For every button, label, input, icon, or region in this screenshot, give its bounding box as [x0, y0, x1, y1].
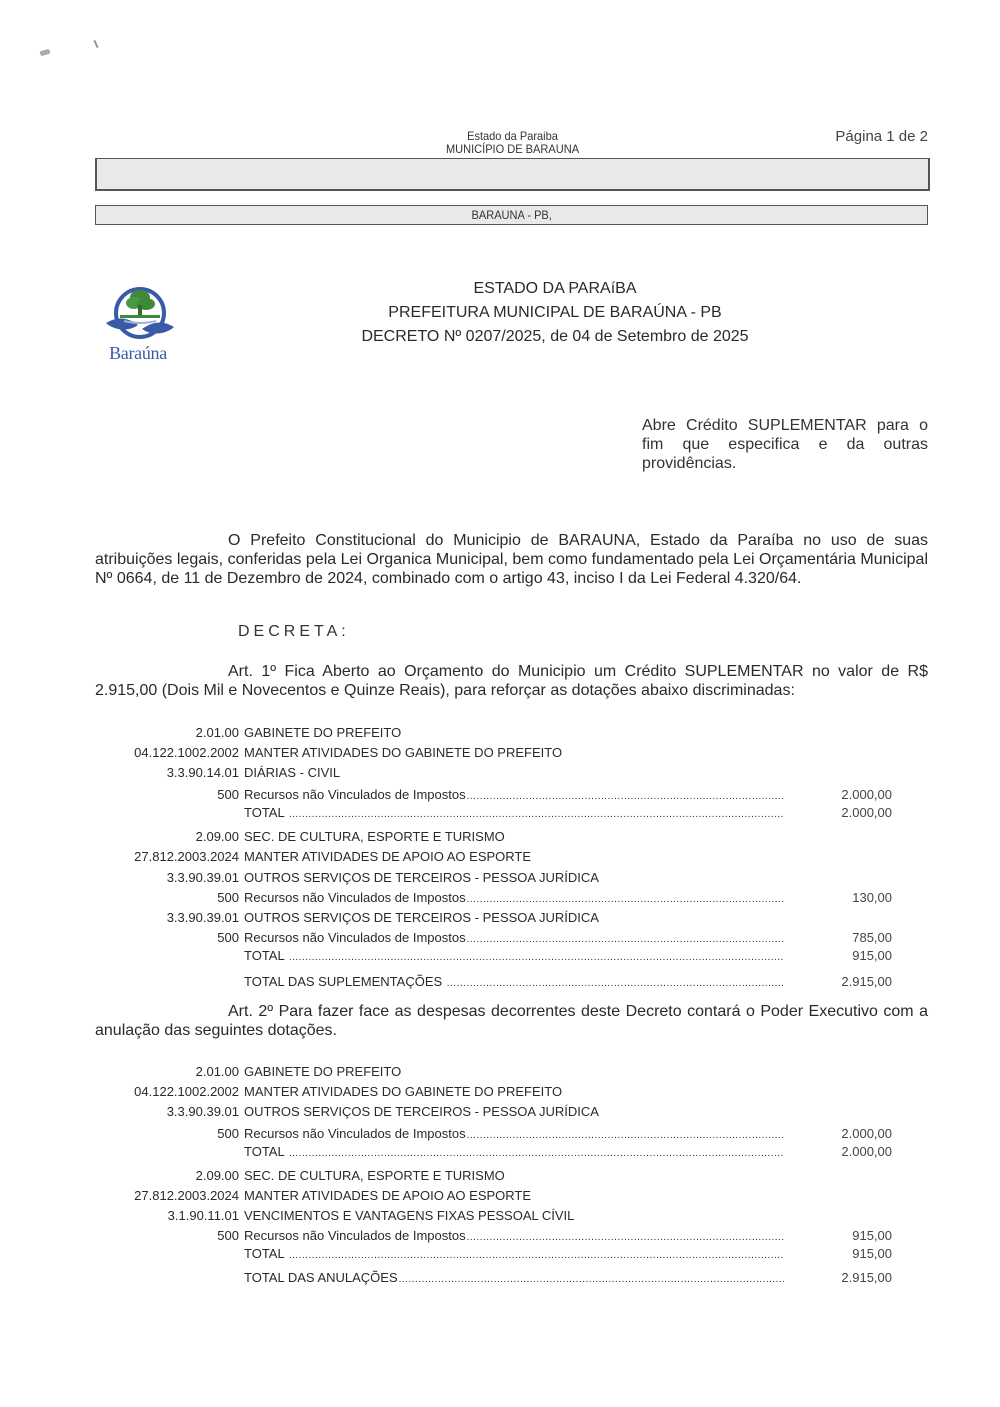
table-row [95, 848, 895, 866]
budget-description: Recursos não Vinculados de Impostos [244, 930, 466, 945]
table-row [95, 947, 895, 965]
budget-description-with-leader [244, 1245, 784, 1265]
budget-description: OUTROS SERVIÇOS DE TERCEIROS - PESSOA JURÍDICA [244, 1104, 599, 1119]
preamble-text: O Prefeito Constitucional do Municipio de BARAUNA, Estado da Paraíba no uso de suas atribuições legais, conferidas pela Lei Organica Municipal, bem como fundamentado pela Lei Orçamentária Municipal Nº 0664, de 11 de Dezembro de 2024, combinado com o artigo 43, inciso I da Lei Federal 4.320/64. [95, 532, 928, 587]
table-row [95, 1207, 895, 1225]
budget-code: 500 [217, 1228, 239, 1243]
title-prefeitura: PREFEITURA MUNICIPAL DE BARAÚNA - PB [388, 304, 722, 321]
budget-code: 500 [217, 890, 239, 905]
table-row [95, 804, 895, 822]
budget-description: GABINETE DO PREFEITO [244, 1064, 402, 1079]
budget-description: Recursos não Vinculados de Impostos [244, 1126, 466, 1141]
header-state: Estado da Paraiba [467, 129, 558, 143]
article-1-text: Art. 1º Fica Aberto ao Orçamento do Municipio um Crédito SUPLEMENTAR no valor de R$ 2.915,00 (Dois Mil e Novecentos e Quinze Reais), para reforçar as dotações abaixo discriminadas: [95, 663, 928, 699]
budget-value: 130,00 [852, 890, 892, 905]
table-row [95, 1167, 895, 1185]
table-row [95, 1083, 895, 1101]
table-row [95, 889, 895, 907]
budget-description: MANTER ATIVIDADES DO GABINETE DO PREFEITO [244, 745, 563, 760]
budget-description: MANTER ATIVIDADES DO GABINETE DO PREFEITO [244, 1084, 563, 1099]
page-indicator: Página 1 de 2 [835, 128, 928, 145]
budget-description: Recursos não Vinculados de Impostos [244, 1228, 466, 1243]
budget-code: 2.09.00 [195, 1168, 239, 1183]
system-header [128, 130, 896, 156]
header-municipality: MUNICÍPIO DE BARAUNA [445, 142, 580, 156]
table-row [95, 973, 895, 991]
budget-code: 3.1.90.11.01 [167, 1208, 239, 1223]
budget-description: TOTAL DAS ANULAÇÕES [244, 1270, 398, 1285]
budget-description-with-leader [244, 804, 784, 824]
title-state: ESTADO DA PARAíBA [473, 280, 637, 297]
budget-description: MANTER ATIVIDADES DE APOIO AO ESPORTE [244, 1188, 532, 1203]
budget-description-with-leader [244, 1143, 784, 1163]
budget-code: 04.122.1002.2002 [134, 745, 239, 760]
budget-code: 500 [217, 1126, 239, 1141]
budget-code: 3.3.90.39.01 [166, 870, 239, 885]
table-row [95, 724, 895, 742]
budget-description-with-leader [244, 973, 784, 993]
location-text: BARAUNA - PB, [471, 208, 552, 222]
budget-value: 915,00 [852, 1246, 892, 1261]
budget-description: Recursos não Vinculados de Impostos [244, 890, 466, 905]
budget-description: OUTROS SERVIÇOS DE TERCEIROS - PESSOA JURÍDICA [244, 910, 599, 925]
table-row [95, 744, 895, 762]
budget-code: 27.812.2003.2024 [134, 1188, 239, 1203]
preamble-paragraph [95, 531, 928, 588]
table-row [95, 1187, 895, 1205]
article-2-text: Art. 2º Para fazer face as despesas decorrentes deste Decreto contará o Poder Executivo com a anulação das seguintes dotações. [95, 1003, 928, 1039]
table-row [95, 909, 895, 927]
budget-description: MANTER ATIVIDADES DE APOIO AO ESPORTE [244, 849, 532, 864]
article-2 [95, 1002, 928, 1040]
header-location-bar [95, 205, 928, 225]
logo-emblem-icon [100, 283, 180, 345]
budget-description: VENCIMENTOS E VANTAGENS FIXAS PESSOAL CÍVIL [244, 1208, 575, 1223]
decree-summary: Abre Crédito SUPLEMENTAR para o fim que especifica e da outras providências. [642, 417, 928, 472]
budget-value: 2.000,00 [841, 805, 892, 820]
document-title [300, 277, 810, 349]
budget-description: TOTAL [244, 1246, 288, 1261]
budget-value: 915,00 [852, 1228, 892, 1243]
budget-code: 2.01.00 [195, 725, 239, 740]
budget-code: 3.3.90.39.01 [166, 910, 239, 925]
scan-artifact [93, 40, 98, 48]
budget-description-with-leader [244, 947, 784, 967]
budget-value: 785,00 [852, 930, 892, 945]
budget-code: 500 [217, 930, 239, 945]
table-row [95, 1227, 895, 1245]
budget-code: 27.812.2003.2024 [134, 849, 239, 864]
budget-description: TOTAL [244, 1144, 288, 1159]
scan-artifact [40, 49, 51, 56]
budget-code: 04.122.1002.2002 [134, 1084, 239, 1099]
budget-value: 2.000,00 [841, 787, 892, 802]
table-row [95, 1063, 895, 1081]
table-row [95, 929, 895, 947]
budget-code: 2.01.00 [195, 1064, 239, 1079]
article-1 [95, 662, 928, 700]
table-row [95, 1143, 895, 1161]
budget-description-with-leader [244, 929, 784, 949]
budget-value: 2.000,00 [841, 1144, 892, 1159]
budget-description: OUTROS SERVIÇOS DE TERCEIROS - PESSOA JURÍDICA [244, 870, 599, 885]
budget-description: TOTAL DAS SUPLEMENTAÇÕES [244, 974, 446, 989]
budget-description: GABINETE DO PREFEITO [244, 725, 402, 740]
logo-text: Baraúna [109, 343, 167, 363]
table-row [95, 786, 895, 804]
table-row [95, 764, 895, 782]
budget-description: Recursos não Vinculados de Impostos [244, 787, 466, 802]
budget-value: 915,00 [852, 948, 892, 963]
budget-description: SEC. DE CULTURA, ESPORTE E TURISMO [244, 1168, 505, 1183]
header-bar-empty [95, 158, 930, 191]
table-row [95, 1103, 895, 1121]
table-row [95, 1269, 895, 1287]
budget-description: SEC. DE CULTURA, ESPORTE E TURISMO [244, 829, 505, 844]
budget-description-with-leader [244, 1125, 784, 1145]
table-row [95, 1245, 895, 1263]
budget-code: 3.3.90.39.01 [166, 1104, 239, 1119]
table-row [95, 869, 895, 887]
budget-value: 2.915,00 [841, 1270, 892, 1285]
budget-description-with-leader [244, 786, 784, 806]
table-row [95, 828, 895, 846]
budget-description-with-leader [244, 1227, 784, 1247]
decreta-heading: DECRETA: [238, 623, 350, 640]
budget-description-with-leader [244, 889, 784, 909]
table-row [95, 1125, 895, 1143]
budget-value: 2.000,00 [841, 1126, 892, 1141]
budget-description-with-leader [244, 1269, 784, 1289]
budget-code: 3.3.90.14.01 [166, 765, 239, 780]
budget-description: TOTAL [244, 805, 288, 820]
budget-code: 2.09.00 [195, 829, 239, 844]
title-decree: DECRETO Nº 0207/2025, de 04 de Setembro de 2025 [361, 328, 749, 345]
budget-code: 500 [217, 787, 239, 802]
budget-description: DIÁRIAS - CIVIL [244, 765, 341, 780]
budget-description: TOTAL [244, 948, 288, 963]
budget-value: 2.915,00 [841, 974, 892, 989]
